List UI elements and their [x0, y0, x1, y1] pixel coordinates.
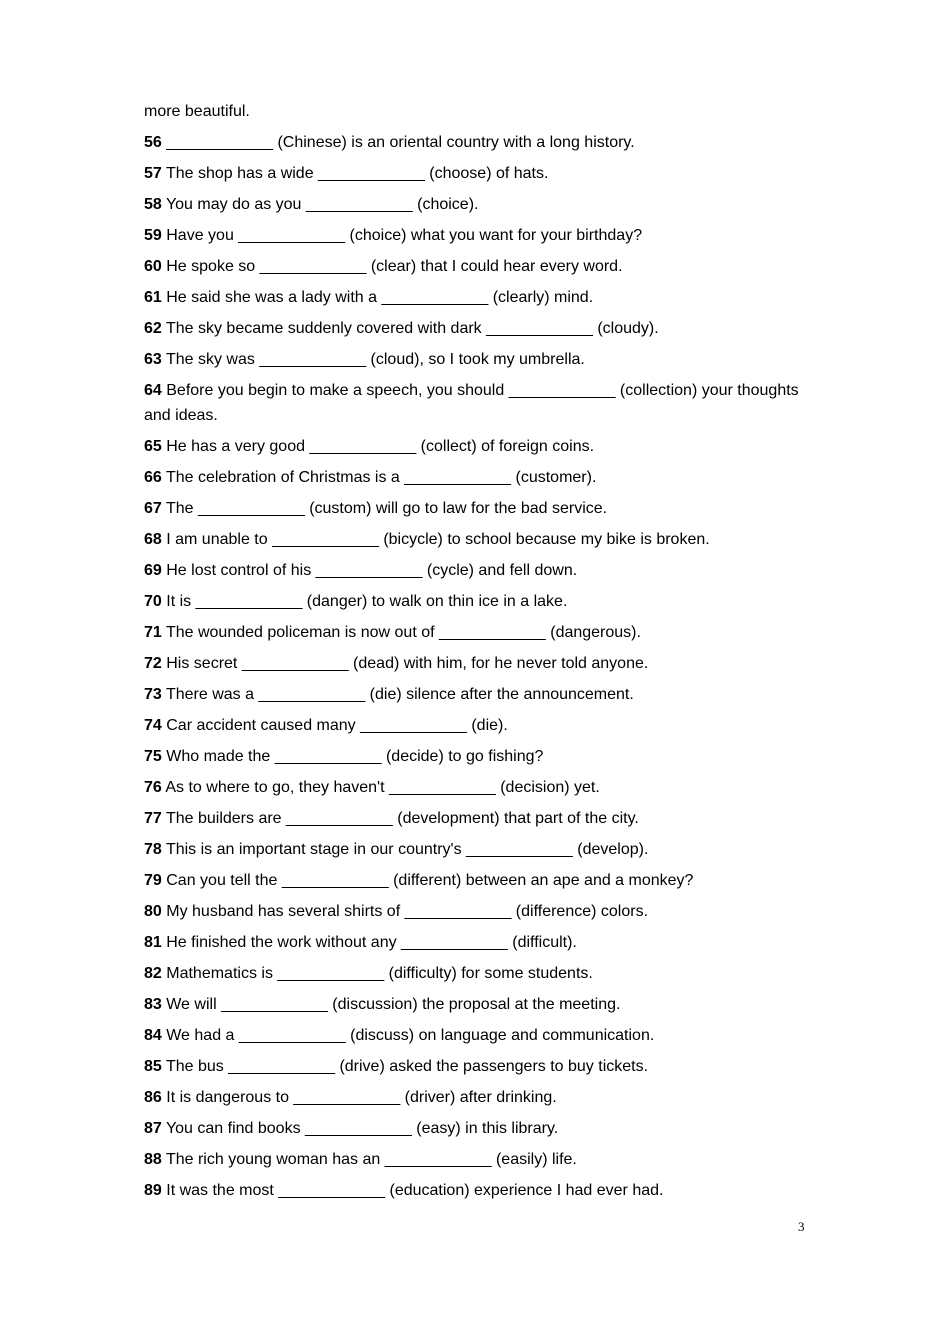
- item-text: It is ____________ (danger) to walk on thin ice in a lake.: [161, 593, 568, 610]
- item-number: 65: [144, 438, 162, 455]
- item-text: Who made the ____________ (decide) to go fishing?: [161, 748, 544, 765]
- exercise-item: [144, 992, 804, 1017]
- item-number: 75: [144, 748, 162, 765]
- item-text: He has a very good ____________ (collect) of foreign coins.: [161, 438, 595, 455]
- exercise-item: [144, 130, 804, 155]
- item-number: 77: [144, 810, 162, 827]
- item-text: Before you begin to make a speech, you should ____________ (collection) your thoughts and ideas.: [144, 382, 799, 424]
- exercise-item: [144, 961, 804, 986]
- item-text: The rich young woman has an ____________ (easily) life.: [161, 1151, 577, 1168]
- exercise-item: [144, 223, 804, 248]
- item-number: 59: [144, 227, 162, 244]
- page-number: 3: [798, 1219, 805, 1234]
- item-text: He spoke so ____________ (clear) that I could hear every word.: [161, 258, 623, 275]
- item-text: As to where to go, they haven't ____________ (decision) yet.: [161, 779, 600, 796]
- exercise-item: [144, 744, 804, 769]
- item-text: There was a ____________ (die) silence after the announcement.: [161, 686, 634, 703]
- item-number: 67: [144, 500, 162, 517]
- item-number: 76: [144, 779, 162, 796]
- exercise-item: [144, 1178, 804, 1203]
- item-text: This is an important stage in our country's ____________ (develop).: [161, 841, 649, 858]
- item-number: 72: [144, 655, 162, 672]
- item-number: 68: [144, 531, 162, 548]
- item-number: 82: [144, 965, 162, 982]
- item-text: You can find books ____________ (easy) in this library.: [161, 1120, 559, 1137]
- exercise-item: [144, 285, 804, 310]
- exercise-item: [144, 899, 804, 924]
- item-number: 89: [144, 1182, 162, 1199]
- item-text: Car accident caused many ____________ (die).: [161, 717, 508, 734]
- item-text: The wounded policeman is now out of ____________ (dangerous).: [161, 624, 641, 641]
- exercise-item: [144, 930, 804, 955]
- item-number: 80: [144, 903, 162, 920]
- exercise-item: [144, 316, 804, 341]
- intro-text: more beautiful.: [144, 103, 250, 120]
- item-number: 78: [144, 841, 162, 858]
- item-text: It is dangerous to ____________ (driver) after drinking.: [161, 1089, 557, 1106]
- item-text: The shop has a wide ____________ (choose) of hats.: [161, 165, 549, 182]
- item-text: He lost control of his ____________ (cycle) and fell down.: [161, 562, 578, 579]
- item-text: The builders are ____________ (development) that part of the city.: [161, 810, 639, 827]
- item-number: 64: [144, 382, 162, 399]
- item-text: We will ____________ (discussion) the proposal at the meeting.: [161, 996, 621, 1013]
- item-number: 70: [144, 593, 162, 610]
- item-text: The sky became suddenly covered with dark ____________ (cloudy).: [161, 320, 659, 337]
- exercise-item: [144, 682, 804, 707]
- item-number: 62: [144, 320, 162, 337]
- item-text: The celebration of Christmas is a ____________ (customer).: [161, 469, 597, 486]
- item-text: You may do as you ____________ (choice).: [161, 196, 479, 213]
- item-text: Can you tell the ____________ (different) between an ape and a monkey?: [161, 872, 694, 889]
- item-number: 56: [144, 134, 162, 151]
- item-text: He said she was a lady with a ____________ (clearly) mind.: [161, 289, 594, 306]
- item-number: 60: [144, 258, 162, 275]
- item-text: Have you ____________ (choice) what you want for your birthday?: [161, 227, 643, 244]
- exercise-item: [144, 496, 804, 521]
- item-text: He finished the work without any ____________ (difficult).: [161, 934, 577, 951]
- item-number: 66: [144, 469, 162, 486]
- item-text: Mathematics is ____________ (difficulty) for some students.: [161, 965, 593, 982]
- item-number: 69: [144, 562, 162, 579]
- exercise-list: [144, 99, 804, 1209]
- exercise-item: [144, 378, 804, 428]
- exercise-item: [144, 713, 804, 738]
- item-number: 74: [144, 717, 162, 734]
- item-number: 61: [144, 289, 162, 306]
- item-number: 79: [144, 872, 162, 889]
- exercise-item: [144, 589, 804, 614]
- item-text: We had a ____________ (discuss) on language and communication.: [161, 1027, 655, 1044]
- item-number: 73: [144, 686, 162, 703]
- item-number: 86: [144, 1089, 162, 1106]
- exercise-item: [144, 254, 804, 279]
- exercise-item: [144, 837, 804, 862]
- item-text: I am unable to ____________ (bicycle) to school because my bike is broken.: [161, 531, 710, 548]
- exercise-item: [144, 527, 804, 552]
- exercise-item: [144, 651, 804, 676]
- item-number: 71: [144, 624, 162, 641]
- item-number: 57: [144, 165, 162, 182]
- exercise-item: [144, 465, 804, 490]
- item-number: 81: [144, 934, 162, 951]
- exercise-item: [144, 1147, 804, 1172]
- exercise-item: [144, 1085, 804, 1110]
- exercise-item: [144, 775, 804, 800]
- item-number: 84: [144, 1027, 162, 1044]
- item-text: It was the most ____________ (education) experience I had ever had.: [161, 1182, 664, 1199]
- exercise-item: [144, 558, 804, 583]
- item-number: 87: [144, 1120, 162, 1137]
- exercise-item: [144, 1116, 804, 1141]
- exercise-item: [144, 161, 804, 186]
- exercise-item: [144, 1054, 804, 1079]
- item-number: 85: [144, 1058, 162, 1075]
- item-text: The bus ____________ (drive) asked the passengers to buy tickets.: [161, 1058, 649, 1075]
- item-text: The ____________ (custom) will go to law for the bad service.: [161, 500, 608, 517]
- item-number: 83: [144, 996, 162, 1013]
- item-text: The sky was ____________ (cloud), so I took my umbrella.: [161, 351, 585, 368]
- exercise-item: [144, 347, 804, 372]
- item-number: 63: [144, 351, 162, 368]
- item-number: 58: [144, 196, 162, 213]
- exercise-item: [144, 434, 804, 459]
- item-text: ____________ (Chinese) is an oriental country with a long history.: [161, 134, 635, 151]
- exercise-item: [144, 620, 804, 645]
- item-number: 88: [144, 1151, 162, 1168]
- item-text: His secret ____________ (dead) with him, for he never told anyone.: [161, 655, 649, 672]
- exercise-item: [144, 806, 804, 831]
- item-text: My husband has several shirts of ____________ (difference) colors.: [161, 903, 649, 920]
- exercise-item: [144, 1023, 804, 1048]
- exercise-item: [144, 868, 804, 893]
- item-container: [144, 130, 804, 1203]
- exercise-item: [144, 192, 804, 217]
